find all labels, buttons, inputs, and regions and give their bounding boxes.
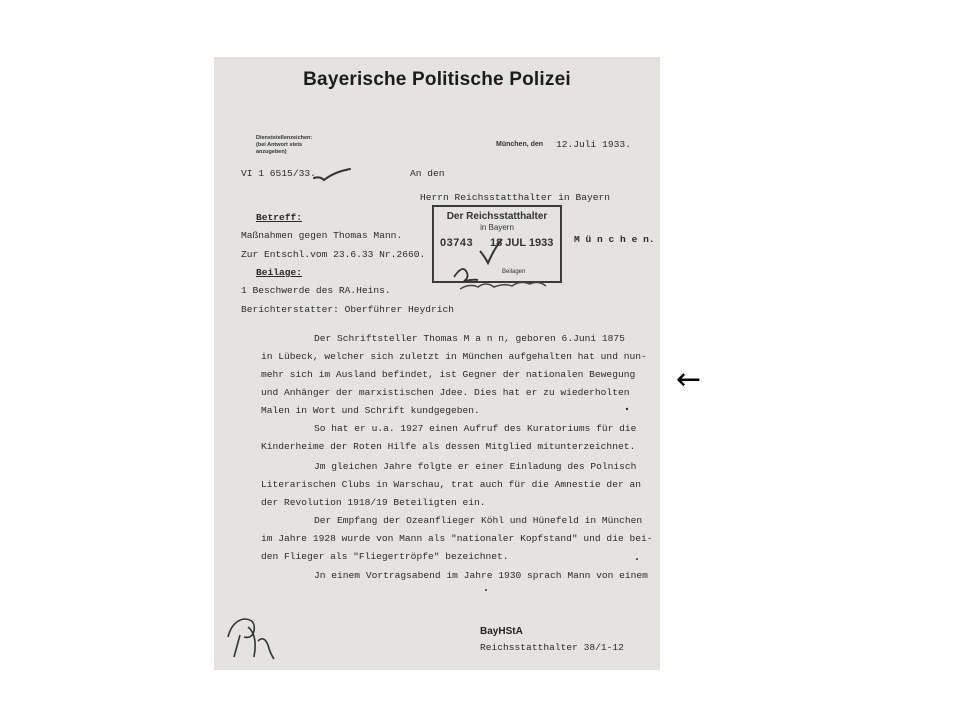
recipient: Herrn Reichsstatthalter in Bayern bbox=[420, 192, 610, 203]
body-line: im Jahre 1928 wurde von Mann als "nationaler Kopfstand" und die bei- bbox=[261, 533, 653, 544]
dienststelle-line: Dienststellenzeichen: bbox=[256, 135, 313, 141]
stamp-note: Beilagen bbox=[502, 269, 526, 275]
ink-dot bbox=[636, 558, 638, 560]
body-line: Jm gleichen Jahre folgte er einer Einladung des Polnisch bbox=[314, 461, 637, 472]
body-line: in Lübeck, welcher sich zuletzt in München aufgehalten hat und nun- bbox=[261, 351, 647, 362]
betreff-line: Zur Entschl.vom 23.6.33 Nr.2660. bbox=[241, 249, 426, 260]
beilage-label: Beilage: bbox=[256, 267, 303, 278]
betreff-label: Betreff: bbox=[256, 212, 303, 223]
reporter-line: Berichterstatter: Oberführer Heydrich bbox=[241, 304, 455, 315]
document-scan bbox=[214, 57, 660, 670]
betreff-line: Maßnahmen gegen Thomas Mann. bbox=[241, 230, 403, 241]
archive-signature: Reichsstatthalter 38/1-12 bbox=[480, 642, 624, 653]
dienststelle-line: anzugeben) bbox=[256, 149, 287, 155]
left-arrow-icon: ← bbox=[676, 362, 702, 397]
paraph-mark bbox=[228, 619, 274, 659]
check-mark bbox=[314, 169, 350, 180]
body-line: Literarischen Clubs in Warschau, trat auch für die Amnestie der an bbox=[261, 479, 641, 490]
body-line: Der Schriftsteller Thomas M a n n, geboren 6.Juni 1875 bbox=[314, 333, 625, 344]
dienststelle-line: (bei Antwort stets bbox=[256, 142, 303, 148]
place-label: München, den bbox=[496, 141, 544, 148]
body-line: Kinderheime der Roten Hilfe als dessen Mitglied mitunterzeichnet. bbox=[261, 441, 636, 452]
handwritten-marks bbox=[214, 57, 660, 670]
stamp-number: 03743 bbox=[440, 237, 474, 249]
stamp-check-mark bbox=[480, 239, 502, 263]
body-line: und Anhänger der marxistischen Jdee. Dies hat er zu wiederholten bbox=[261, 387, 630, 398]
ink-dot bbox=[626, 408, 628, 410]
beilage-line: 1 Beschwerde des RA.Heins. bbox=[241, 285, 391, 296]
to-label: An den bbox=[410, 168, 445, 179]
body-line: Jn einem Vortragsabend im Jahre 1930 sprach Mann von einem bbox=[314, 570, 648, 581]
body-line: mehr sich im Ausland befindet, ist Gegner der nationalen Bewegung bbox=[261, 369, 636, 380]
body-line: So hat er u.a. 1927 einen Aufruf des Kuratoriums für die bbox=[314, 423, 637, 434]
body-line: Der Empfang der Ozeanflieger Köhl und Hünefeld in München bbox=[314, 515, 643, 526]
reference-number: VI 1 6515/33. bbox=[241, 168, 316, 179]
body-line: den Flieger als "Fliegertröpfe" bezeichnet. bbox=[261, 551, 509, 562]
letterhead: Bayerische Politische Polizei bbox=[303, 69, 571, 90]
stamp-line2: in Bayern bbox=[480, 223, 514, 232]
stamp-date: 18 JUL 1933 bbox=[490, 237, 554, 249]
ink-dot bbox=[485, 589, 487, 591]
archive-label: BayHStA bbox=[480, 626, 523, 637]
body-line: der Revolution 1918/19 Beteiligten ein. bbox=[261, 497, 486, 508]
signature-mark bbox=[460, 282, 546, 289]
initial-mark bbox=[454, 269, 478, 281]
city: M ü n c h e n. bbox=[574, 234, 655, 245]
body-line: Malen in Wort und Schrift kundgegeben. bbox=[261, 405, 480, 416]
letter-date: 12.Juli 1933. bbox=[556, 139, 631, 150]
stamp-line1: Der Reichsstatthalter bbox=[446, 211, 548, 222]
